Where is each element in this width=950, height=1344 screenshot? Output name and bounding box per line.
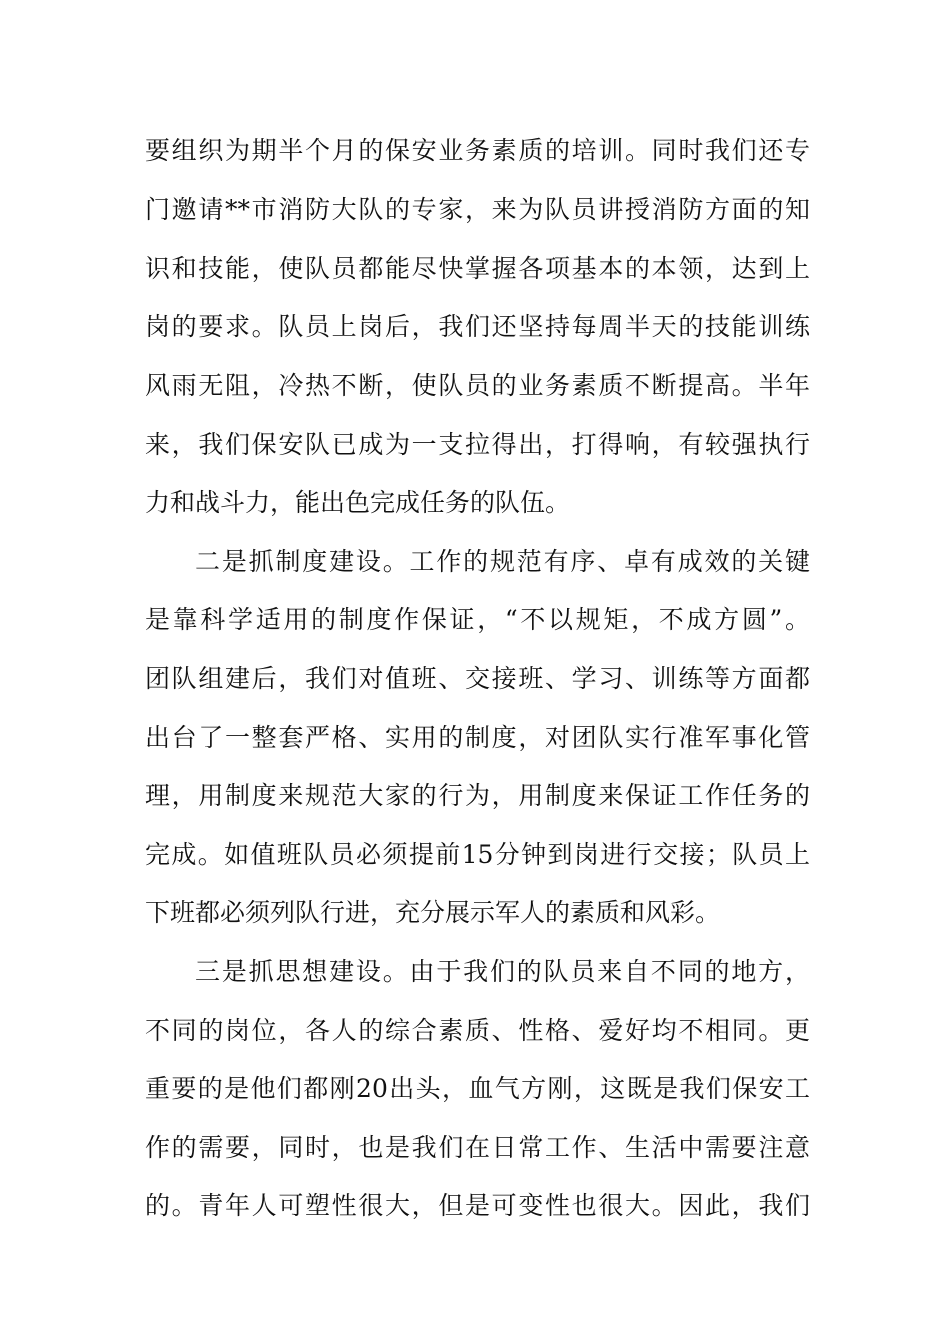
paragraph-1-line-1: 要组织为期半个月的保安业务素质的培训。同时我们还专 bbox=[145, 136, 810, 165]
paragraph-2-line-6: 完成。如值班队员必须提前15分钟到岗进行交接；队员上 bbox=[145, 840, 810, 869]
paragraph-1-line-7: 力和战斗力，能出色完成任务的队伍。 bbox=[145, 488, 571, 517]
paragraph-3-line-1: 三是抓思想建设。由于我们的队员来自不同的地方， bbox=[195, 957, 810, 986]
paragraph-2-line-7: 下班都必须列队行进，充分展示军人的素质和风彩。 bbox=[145, 898, 721, 927]
paragraph-2-line-1: 二是抓制度建设。工作的规范有序、卓有成效的关键 bbox=[195, 547, 810, 576]
paragraph-2-line-4: 出台了一整套严格、实用的制度，对团队实行准军事化管 bbox=[145, 723, 810, 752]
paragraph-2-line-3: 团队组建后，我们对值班、交接班、学习、训练等方面都 bbox=[145, 664, 810, 693]
paragraph-3-line-2: 不同的岗位，各人的综合素质、性格、爱好均不相同。更 bbox=[145, 1016, 810, 1045]
paragraph-1-line-3: 识和技能，使队员都能尽快掌握各项基本的本领，达到上 bbox=[145, 254, 810, 283]
paragraph-1-line-5: 风雨无阻，冷热不断，使队员的业务素质不断提高。半年 bbox=[145, 371, 810, 400]
paragraph-3-line-5: 的。青年人可塑性很大，但是可变性也很大。因此，我们 bbox=[145, 1191, 810, 1220]
paragraph-2-line-2: 是靠科学适用的制度作保证，“不以规矩，不成方圆”。 bbox=[145, 605, 810, 634]
paragraph-3-line-4: 作的需要，同时，也是我们在日常工作、生活中需要注意 bbox=[145, 1133, 810, 1162]
paragraph-1-line-2: 门邀请**市消防大队的专家，来为队员讲授消防方面的知 bbox=[145, 195, 810, 224]
paragraph-3-line-3: 重要的是他们都刚20出头，血气方刚，这既是我们保安工 bbox=[145, 1074, 810, 1103]
paragraph-1-line-4: 岗的要求。队员上岗后，我们还坚持每周半天的技能训练 bbox=[145, 312, 810, 341]
paragraph-2-line-5: 理，用制度来规范大家的行为，用制度来保证工作任务的 bbox=[145, 781, 810, 810]
paragraph-1-line-6: 来，我们保安队已成为一支拉得出，打得响，有较强执行 bbox=[145, 430, 810, 459]
